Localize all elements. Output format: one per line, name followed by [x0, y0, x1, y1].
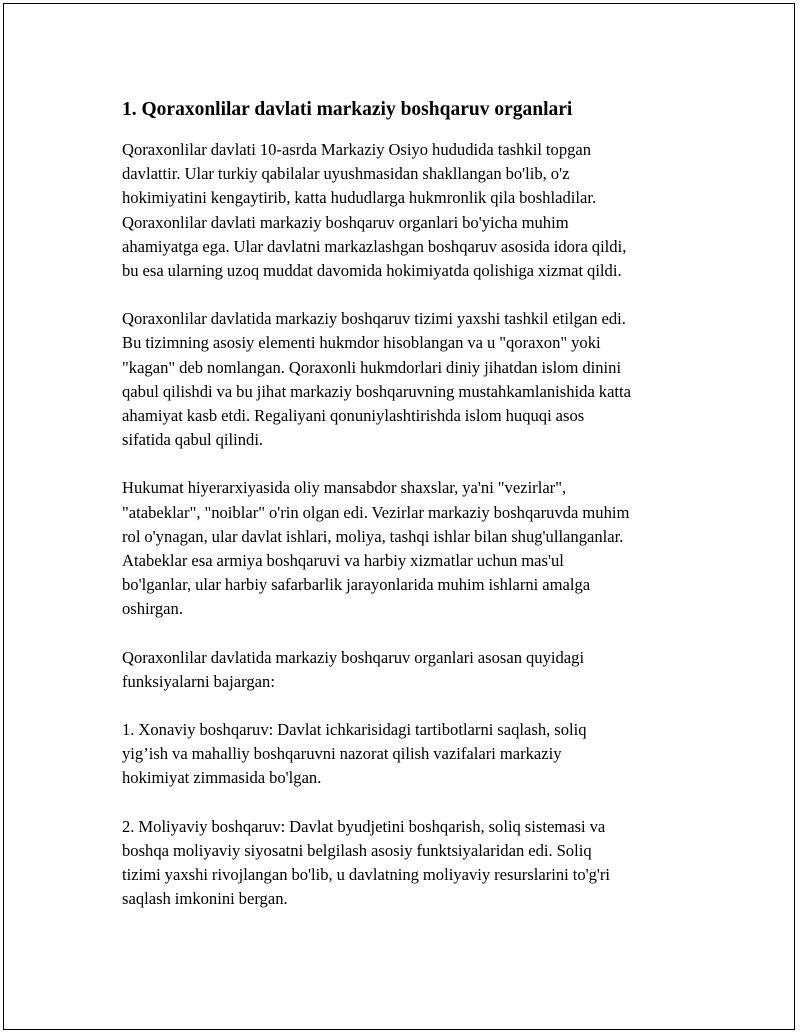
text-line: hokimiyat zimmasida bo'lgan. [122, 768, 322, 788]
text-line: bu esa ularning uzoq muddat davomida hokimiyatda qolishiga xizmat qildi. [122, 261, 622, 281]
document-body [122, 98, 694, 935]
section-heading: 1. Qoraxonlilar davlati markaziy boshqaruv organlari [122, 99, 573, 120]
text-line: 1. Xonaviy boshqaruv: Davlat ichkarisidagi tartibotlarni saqlash, soliq [122, 720, 587, 740]
paragraph-item-1 [122, 718, 694, 791]
paragraph-item-2 [122, 815, 694, 912]
text-line: Qoraxonlilar davlatida markaziy boshqaruv tizimi yaxshi tashkil etilgan edi. [122, 309, 626, 329]
paragraph-functions-intro [122, 646, 694, 694]
text-line: ahamiyatga ega. Ular davlatni markazlashgan boshqaruv asosida idora qildi, [122, 236, 627, 256]
text-line: Atabeklar esa armiya boshqaruvi va harbiy xizmatlar uchun mas'ul [122, 551, 564, 571]
text-line: hokimiyatini kengaytirib, katta hududlarga hukmronlik qila boshladilar. [122, 188, 597, 208]
text-line: oshirgan. [122, 599, 183, 619]
text-line: Hukumat hiyerarxiyasida oliy mansabdor shaxslar, ya'ni "vezirlar", [122, 478, 567, 498]
text-line: qabul qilishdi va bu jihat markaziy boshqaruvning mustahkamlanishida katta [122, 381, 632, 401]
text-line: "kagan" deb nomlangan. Qoraxonli hukmdorlari diniy jihatdan islom dinini [122, 357, 622, 377]
text-line: rol o'ynagan, ular davlat ishlari, moliya, tashqi ishlar bilan shug'ullanganlar. [122, 526, 624, 546]
text-line: tizimi yaxshi rivojlangan bo'lib, u davlatning moliyaviy resurslarini to'g'ri [122, 865, 611, 885]
paragraph-governance [122, 307, 694, 452]
text-line: ahamiyat kasb etdi. Regaliyani qonuniylashtirishda islom huquqi asos [122, 406, 585, 426]
paragraph-hierarchy [122, 476, 694, 621]
text-line: Qoraxonlilar davlatida markaziy boshqaruv organlari asosan quyidagi [122, 647, 585, 667]
text-line: sifatida qabul qilindi. [122, 430, 264, 450]
text-line: Qoraxonlilar davlati markaziy boshqaruv organlari bo'yicha muhim [122, 212, 569, 232]
text-line: boshqa moliyaviy siyosatni belgilash asosiy funktsiyalaridan edi. Soliq [122, 840, 592, 860]
text-line: funksiyalarni bajargan: [122, 671, 275, 691]
paragraph-intro [122, 138, 694, 283]
text-line: davlattir. Ular turkiy qabilalar uyushmasidan shakllangan bo'lib, o'z [122, 164, 570, 184]
page-frame [3, 3, 795, 1030]
text-line: "atabeklar", "noiblar" o'rin olgan edi. Vezirlar markaziy boshqaruvda muhim [122, 502, 630, 522]
text-line: yig’ish va mahalliy boshqaruvni nazorat qilish vazifalari markaziy [122, 744, 562, 764]
text-line: bo'lganlar, ular harbiy safarbarlik jarayonlarida muhim ishlarni amalga [122, 575, 591, 595]
text-line: Bu tizimning asosiy elementi hukmdor hisoblangan va u "qoraxon" yoki [122, 333, 601, 353]
text-line: 2. Moliyaviy boshqaruv: Davlat byudjetini boshqarish, soliq sistemasi va [122, 816, 606, 836]
text-line: saqlash imkonini bergan. [122, 889, 288, 909]
text-line: Qoraxonlilar davlati 10-asrda Markaziy Osiyo hududida tashkil topgan [122, 140, 592, 159]
